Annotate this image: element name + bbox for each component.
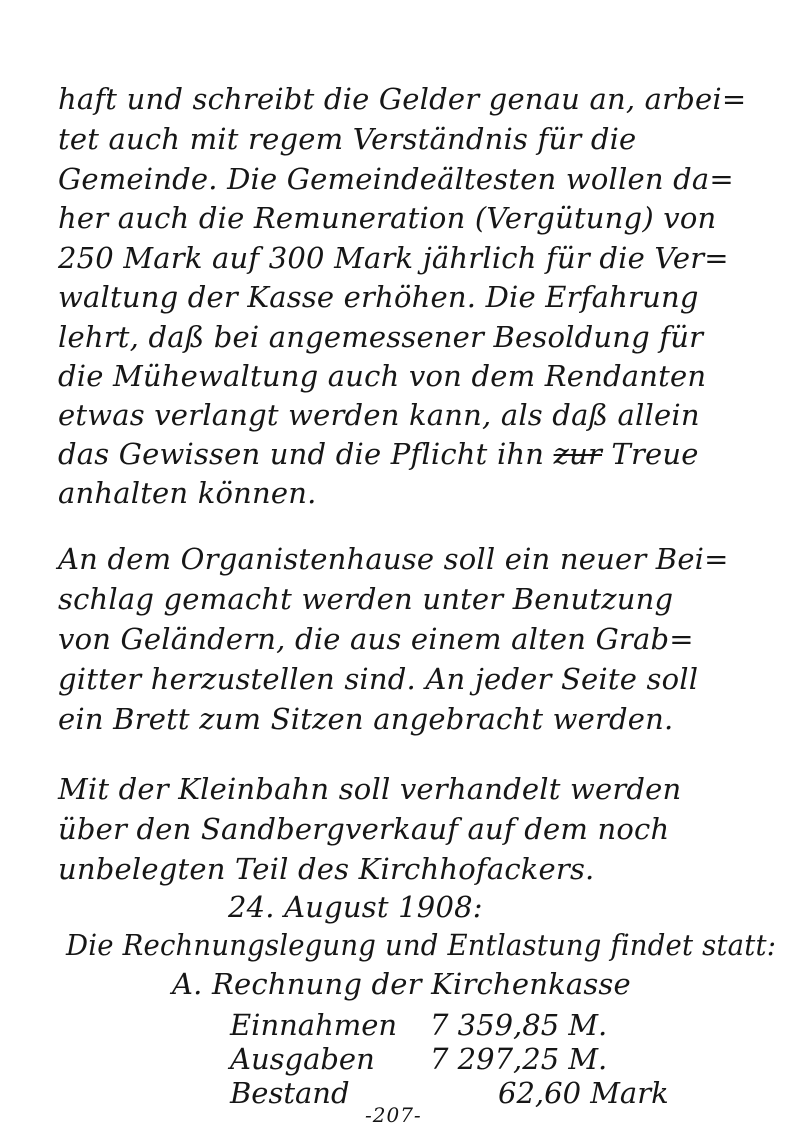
text-line: tet auch mit regem Verständnis für die bbox=[58, 122, 637, 156]
page-number: -207- bbox=[365, 1103, 422, 1127]
text-line: waltung der Kasse erhöhen. Die Erfahrung bbox=[58, 280, 699, 314]
ledger-value: 7 359,85 M. bbox=[430, 1008, 608, 1042]
text-line: ein Brett zum Sitzen angebracht werden. bbox=[58, 702, 674, 736]
text-line: schlag gemacht werden unter Benutzung bbox=[58, 582, 674, 616]
text-fragment: Treue bbox=[602, 437, 699, 471]
section-heading: A. Rechnung der Kirchenkasse bbox=[172, 967, 631, 1001]
text-line: haft und schreibt die Gelder genau an, arbei= bbox=[58, 82, 747, 116]
text-line: lehrt, daß bei angemessener Besoldung für bbox=[58, 320, 704, 354]
ledger-value: 7 297,25 M. bbox=[430, 1042, 608, 1076]
accounts-intro: Die Rechnungslegung und Entlastung findet statt: bbox=[66, 928, 777, 962]
text-line: Gemeinde. Die Gemeindeältesten wollen da= bbox=[58, 162, 734, 196]
text-fragment: das Gewissen und die Pflicht ihn bbox=[58, 437, 554, 471]
ledger-label: Bestand bbox=[230, 1076, 350, 1110]
text-line: von Geländern, die aus einem alten Grab= bbox=[58, 622, 694, 656]
text-line: An dem Organistenhause soll ein neuer Bei= bbox=[58, 542, 729, 576]
text-line: über den Sandbergverkauf auf dem noch bbox=[58, 812, 670, 846]
ledger-value: 62,60 Mark bbox=[498, 1076, 669, 1110]
text-line: unbelegten Teil des Kirchhofackers. bbox=[58, 852, 595, 886]
text-line: her auch die Remuneration (Vergütung) von bbox=[58, 201, 717, 235]
date-heading: 24. August 1908: bbox=[228, 890, 483, 924]
text-line: gitter herzustellen sind. An jeder Seite soll bbox=[58, 662, 699, 696]
text-line: die Mühewaltung auch von dem Rendanten bbox=[58, 359, 707, 393]
text-line: 250 Mark auf 300 Mark jährlich für die Ver= bbox=[58, 241, 729, 275]
text-line: etwas verlangt werden kann, als daß allein bbox=[58, 398, 700, 432]
ledger-label: Einnahmen bbox=[230, 1008, 398, 1042]
ledger-label: Ausgaben bbox=[230, 1042, 375, 1076]
text-line-with-strikeout bbox=[58, 437, 699, 471]
struck-word: zur bbox=[553, 437, 603, 471]
text-line: anhalten können. bbox=[58, 476, 317, 510]
text-line: Mit der Kleinbahn soll verhandelt werden bbox=[58, 772, 682, 806]
